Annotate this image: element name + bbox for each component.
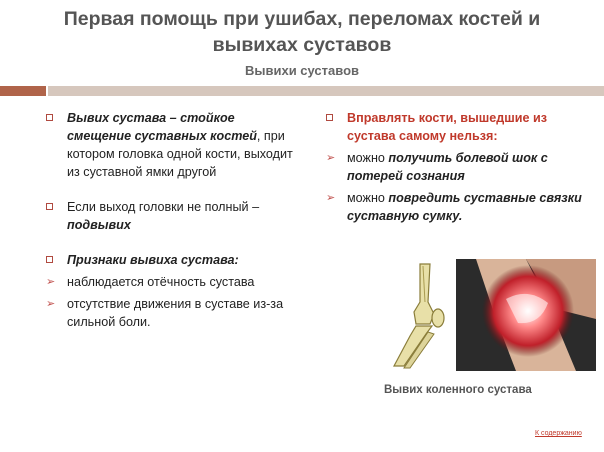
sign-text: отсутствие движения в суставе из-за сильной боли. — [67, 297, 284, 329]
consequence-emphasis: получить болевой шок с потерей сознания — [347, 151, 548, 183]
list-item — [46, 251, 296, 269]
title-line-1: Первая помощь при ушибах, переломах костей и — [63, 8, 541, 30]
slide-subtitle: Вывихи суставов — [244, 63, 360, 78]
warning-text: Вправлять кости, вышедшие из сустава самому нельзя: — [347, 111, 548, 143]
consequence-emphasis: повредить суставные связки суставную сумку. — [347, 191, 582, 223]
subluxation-text: Если выход головки не полный – — [67, 200, 260, 214]
right-column — [326, 109, 596, 225]
consequence-text: можно — [347, 191, 385, 205]
list-item — [46, 109, 296, 181]
knee-bones-illustration — [380, 262, 452, 372]
subluxation-term: подвывих — [67, 218, 131, 232]
slide-title — [0, 6, 604, 58]
square-bullet-icon — [46, 109, 53, 127]
square-bullet-icon — [46, 251, 53, 269]
sub-list-item — [46, 295, 296, 331]
square-bullet-icon — [46, 198, 53, 216]
square-bullet-icon — [326, 109, 333, 127]
left-column — [46, 109, 296, 331]
sign-text: наблюдается отёчность сустава — [67, 275, 255, 289]
definition-text: , при котором головка одной кости, выходит из суставной ямки другой — [67, 129, 293, 179]
arrow-bullet-icon: ➢ — [326, 152, 336, 164]
contents-link[interactable]: К содержанию — [535, 430, 582, 437]
knee-pain-photo — [456, 259, 596, 371]
image-caption: Вывих коленного сустава — [384, 384, 532, 396]
list-item — [326, 109, 596, 145]
sub-list-item — [326, 189, 596, 225]
title-line-2: вывихах суставов — [212, 34, 392, 56]
arrow-bullet-icon: ➢ — [46, 276, 56, 288]
signs-heading: Признаки вывиха сустава: — [67, 253, 239, 267]
arrow-bullet-icon: ➢ — [46, 298, 56, 310]
list-item — [46, 198, 296, 234]
arrow-bullet-icon: ➢ — [326, 192, 336, 204]
decor-band-dark — [0, 86, 46, 96]
definition-term: Вывих сустава – стойкое смещение суставных костей — [67, 111, 257, 143]
sub-list-item — [46, 273, 296, 291]
decor-band-light — [48, 86, 604, 96]
consequence-text: можно — [347, 151, 385, 165]
sub-list-item — [326, 149, 596, 185]
